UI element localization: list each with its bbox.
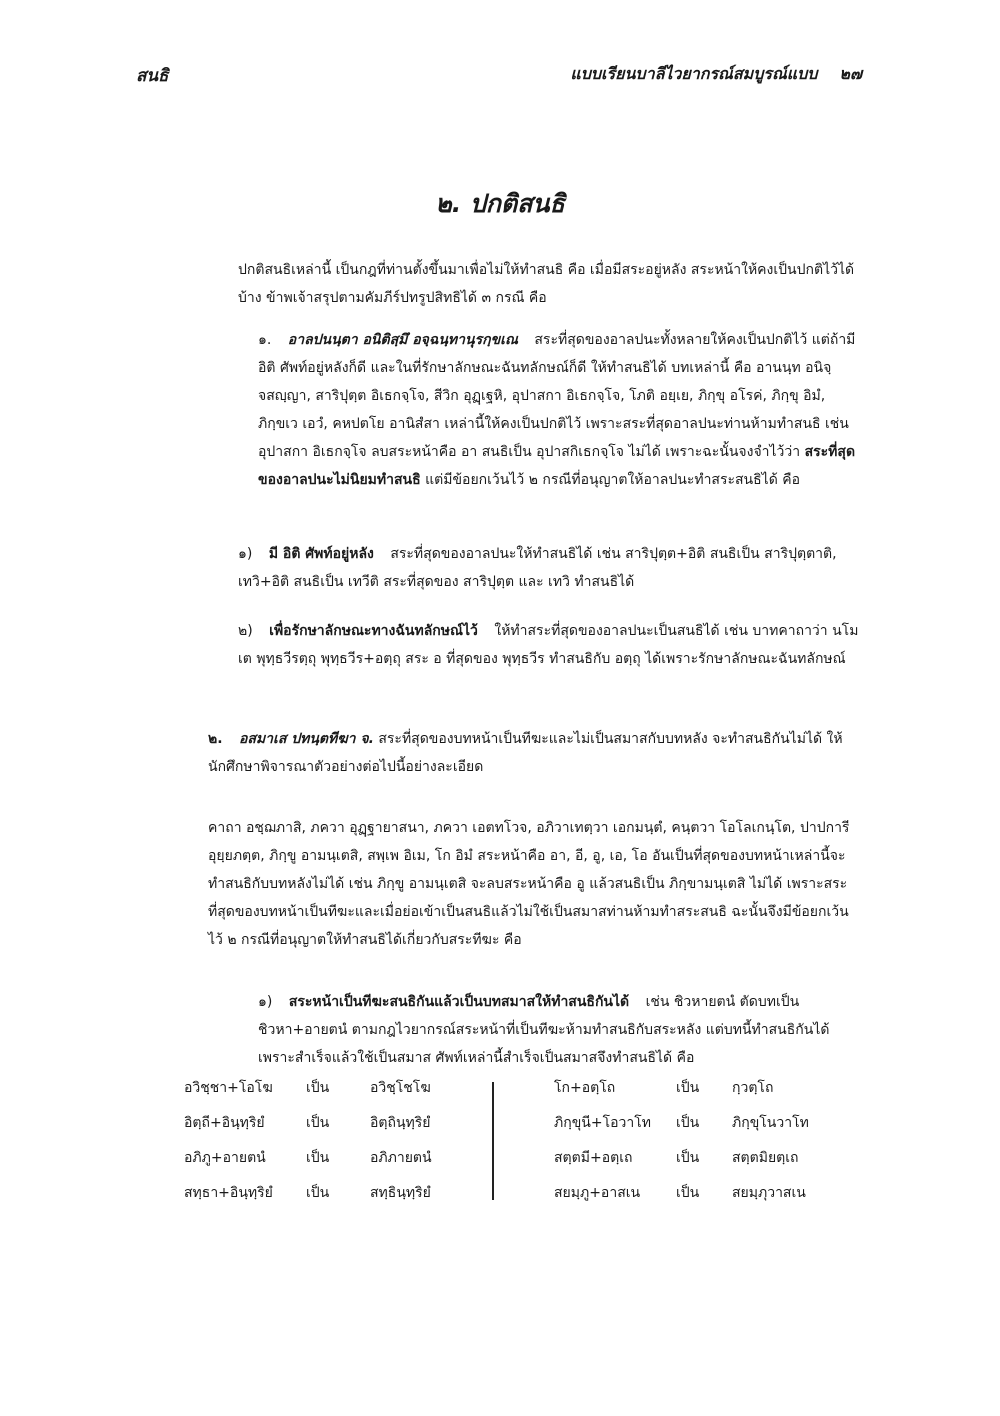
table-cell: สยมฺภู+อาสเน (554, 1185, 641, 1201)
intro-paragraph (138, 256, 860, 312)
exception-title: เพื่อรักษาลักษณะทางฉันทลักษณ์ไว้ (269, 623, 478, 639)
table-cell: ภิกฺขุโนวาโท (732, 1115, 809, 1131)
table-cell: เป็น (306, 1080, 330, 1096)
exception-text: เช่น ชิวหายตนํ ตัดบทเป็น ชิวหา+อายตนํ ตามกฎไวยากรณ์สระหน้าที่เป็นทีฆะห้ามทำสนธิกับสระหลัง แต่บทนี้ทำสนธิกันได้เพราะสำเร็จแล้วใช้เป็นสมาส ศัพท์เหล่านี้สำเร็จเป็นสมาสจึงทำสนธิได้ คือ (258, 994, 830, 1066)
rule-2-number: ๒. (208, 731, 223, 747)
page-number: ๒๗ (839, 64, 862, 83)
table-cell: สตฺตมิยตฺเถ (732, 1150, 799, 1166)
rule-1 (138, 326, 860, 494)
rule-2-paragraph (138, 725, 860, 781)
exception-number: ๑) (258, 994, 273, 1010)
table-cell: อภิภายตนํ (370, 1150, 432, 1166)
section-title: ๒. ปกติสนธิ (435, 189, 565, 218)
table-cell: สยมฺภุวาสเน (732, 1185, 806, 1201)
rule-1-emphasis: สระที่สุดของอาลปนะไม่นิยมทำสนธิ (258, 444, 856, 488)
rule-1-tail: แต่มีข้อยกเว้นไว้ ๒ กรณีที่อนุญาตให้อาลปนะทำสระสนธิได้ คือ (425, 472, 801, 488)
table-cell: เป็น (676, 1185, 700, 1201)
rule-2-examples-text: คาถา อชฺฌภาสิ, ภควา อุฏฺฐายาสนา, ภควา เอตทโวจ, อภิวาเทตฺวา เอกมนฺตํ, คนฺตวา โอโลเกนฺโต, ปาปการี อุยฺยภตฺต, ภิกฺขู อามนฺเตสิ, สพฺเพ อิเม, โก อิมํ สระหน้าคือ อา, อี, อู, เอ, โอ อันเป็นที่สุดของบทหน้าเหล่านี้จะทำสนธิกับบทหลังไม่ได้ เช่น ภิกฺขู อามนฺเตสิ จะลบสระหน้าคือ อู แล้วสนธิเป็น ภิกฺขามนฺเตสิ ไม่ได้ เพราะสระที่สุดของบทหน้าเป็นทีฆะและเมื่อย่อเข้าเป็นสนธิแล้วไม่ใช้เป็นสมาสท่านห้ามทำสระสนธิ ฉะนั้นจึงมีข้อยกเว้นไว้ ๒ กรณีที่อนุญาตให้ทำสนธิได้เกี่ยวกับสระทีฆะ คือ (208, 820, 850, 948)
table-cell: เป็น (676, 1150, 700, 1166)
rule-1-exception-2 (138, 617, 860, 673)
table-cell: อิตฺถี+อินฺทฺริยํ (184, 1115, 265, 1131)
exception-text: สระที่สุดของอาลปนะให้ทำสนธิได้ เช่น สาริปุตฺต+อิติ สนธิเป็น สาริปุตฺตาติ, เทวิ+อิติ สนธิเป็น เทวีติ สระที่สุดของ สาริปุตฺต และ เทวิ ทำสนธิได้ (238, 546, 837, 590)
table-cell: เป็น (676, 1115, 700, 1131)
table-cell: โก+อตฺโถ (554, 1080, 616, 1096)
right-from-column (554, 1074, 651, 1214)
exception-title: สระหน้าเป็นทีฆะสนธิกันแล้วเป็นบทสมาสให้ทำสนธิกันได้ (288, 994, 630, 1010)
exception-number: ๑) (238, 546, 253, 562)
table-cell: เป็น (306, 1150, 330, 1166)
intro-text: ปกติสนธิเหล่านี้ เป็นกฎที่ท่านตั้งขึ้นมาเพื่อไม่ให้ทำสนธิ คือ เมื่อมีสระอยู่หลัง สระหน้าให้คงเป็นปกติไว้ได้บ้าง ข้าพเจ้าสรุปตามคัมภีร์ปทรูปสิทธิได้ ๓ กรณี คือ (238, 262, 855, 306)
running-header-right (570, 62, 862, 87)
running-header-left: สนธิ (136, 66, 169, 86)
table-cell: เป็น (676, 1080, 700, 1096)
compound-examples-table (184, 1074, 824, 1214)
table-cell: สตฺตมี+อตฺเถ (554, 1150, 633, 1166)
table-cell: ภิกฺขุนี+โอวาโท (554, 1115, 651, 1131)
exception-number: ๒) (238, 623, 253, 639)
rule-1-paragraph (138, 326, 860, 494)
rule-1-number: ๑. (258, 332, 272, 348)
rule-2-exception-1 (138, 988, 860, 1072)
table-divider (492, 1082, 494, 1200)
table-cell: สทฺธินฺทฺริยํ (370, 1185, 431, 1201)
rule-1-text: สระที่สุดของอาลปนะทั้งหลายให้คงเป็นปกติไว้ แต่ถ้ามี อิติ ศัพท์อยู่หลังก็ดี และในที่รักษาลักษณะฉันทลักษณ์ก็ดี ให้ทำสนธิได้ บทเหล่านี้ คือ อานนฺท อนิจฺจสญฺญา, สาริปุตฺต อิเธกจฺโจ, สีวิก อุฏฺเฐหิ, อุปาสกา อิเธกจฺโจ, โภติ อยฺเย, ภิกฺขุ อโรค่, ภิกฺขุ อิมํ, ภิกฺขเว เอวํ, คหปตโย อานิสํสา เหล่านี้ให้คงเป็นปกติไว้ เพราะสระที่สุดอาลปนะท่านห้ามทำสนธิ เช่น อุปาสกา อิเธกจฺโจ ลบสระหน้าคือ อา สนธิเป็น อุปาสกิเธกจฺโจ ไม่ได้ เพราะฉะนั้นจงจำไว้ว่า (258, 332, 856, 460)
exception-title: มี อิติ ศัพท์อยู่หลัง (268, 546, 374, 562)
rule-1-title: อาลปนนฺตา อนิติสฺมึ อจฺฉนฺทานุรกฺขเณ (287, 332, 518, 348)
rule-1-exception-2-paragraph (138, 617, 860, 673)
table-cell: อิตฺถินฺทฺริยํ (370, 1115, 431, 1131)
table-cell: เป็น (306, 1185, 330, 1201)
table-cell: กฺวตฺโถ (732, 1080, 774, 1096)
rule-2-title: อสมาเส ปทนฺตทีฆา จ. (239, 731, 374, 747)
rule-2-exception-1-paragraph (138, 988, 860, 1072)
right-to-column (732, 1074, 809, 1214)
book-title: แบบเรียนบาลีไวยากรณ์สมบูรณ์แบบ (570, 64, 818, 83)
left-to-column (370, 1074, 432, 1214)
left-from-column (184, 1074, 273, 1214)
table-cell: อวิชฺชา+โอโฆ (184, 1080, 273, 1096)
rule-2 (138, 725, 860, 781)
rule-2-examples (138, 814, 860, 954)
left-sep-column (306, 1074, 329, 1214)
table-cell: อวิชฺโชโฆ (370, 1080, 431, 1096)
rule-1-exception-1 (138, 540, 860, 596)
table-cell: สทฺธา+อินฺทฺริยํ (184, 1185, 273, 1201)
table-cell: อภิภู+อายตนํ (184, 1150, 266, 1166)
right-sep-column (676, 1074, 699, 1214)
rule-2-text: สระที่สุดของบทหน้าเป็นทีฆะและไม่เป็นสมาสกับบทหลัง จะทำสนธิกันไม่ได้ ให้นักศึกษาพิจารณาตัวอย่างต่อไปนี้อย่างละเอียด (208, 731, 843, 775)
rule-1-exception-1-paragraph (138, 540, 860, 596)
exception-text: ให้ทำสระที่สุดของอาลปนะเป็นสนธิได้ เช่น บาทคาถาว่า นโม เต พุทฺธวีรตฺถุ พุทฺธวีร+อตฺถุ สระ อ ที่สุดของ พุทฺธวีร ทำสนธิกับ อตฺถุ ได้เพราะรักษาลักษณะฉันทลักษณ์ (238, 623, 859, 667)
table-cell: เป็น (306, 1115, 330, 1131)
